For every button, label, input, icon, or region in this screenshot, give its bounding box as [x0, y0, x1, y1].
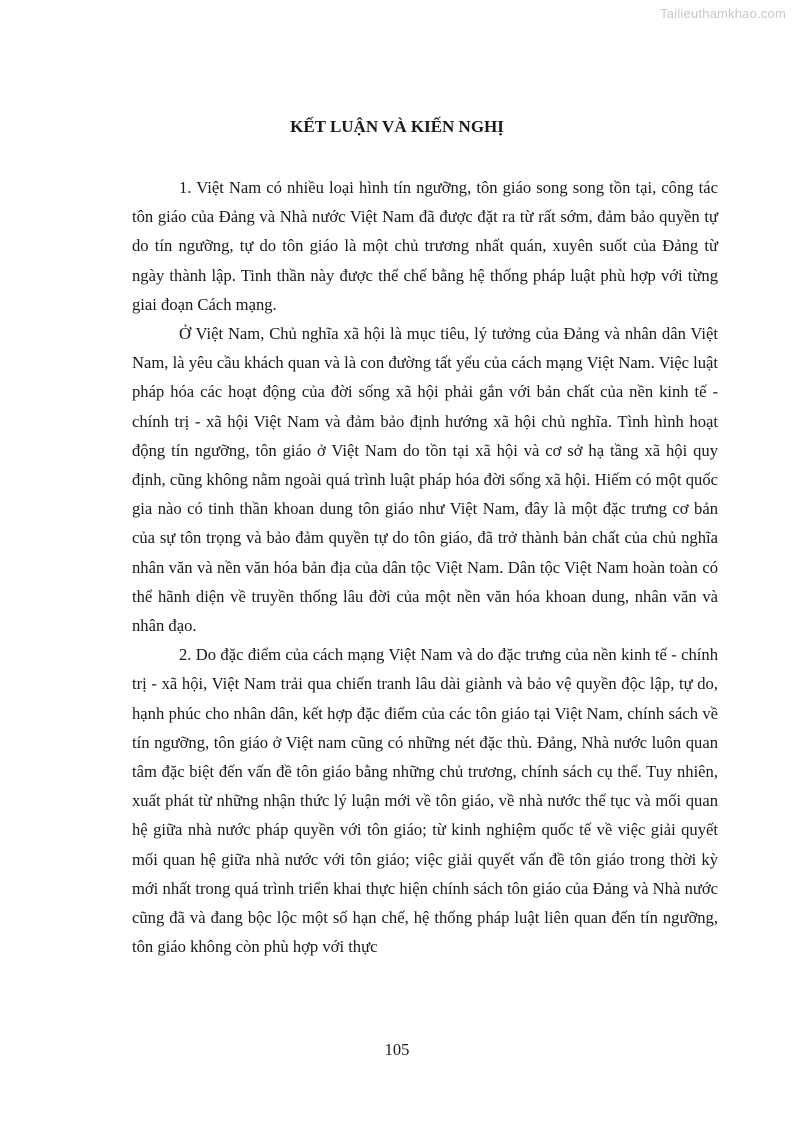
paragraph-2: Ở Việt Nam, Chủ nghĩa xã hội là mục tiêu, lý tưởng của Đảng và nhân dân Việt Nam, là yêu cầu khách quan và là con đường tất yếu của cách mạng Việt Nam. Việc luật pháp hóa các hoạt động của đời sống xã hội phải gắn với bản chất của nền kinh tế - chính trị - xã hội Việt Nam và đảm bảo định hướng xã hội chủ nghĩa. Tình hình hoạt động tín ngưỡng, tôn giáo ở Việt Nam do tồn tại xã hội và cơ sở hạ tầng xã hội quy định, cũng không nằm ngoài quá trình luật pháp hóa đời sống xã hội. Hiếm có một quốc gia nào có tinh thần khoan dung tôn giáo như Việt Nam, đây là một đặc trưng cơ bản của sự tôn trọng và bảo đảm quyền tự do tôn giáo, đã trở thành bản chất của chủ nghĩa nhân văn và nền văn hóa bản địa của dân tộc Việt Nam. Dân tộc Việt Nam hoàn toàn có thể hãnh diện về truyền thống lâu đời của một nền văn hóa khoan dung, nhân văn và nhân đạo.: [132, 324, 718, 636]
page-title: KẾT LUẬN VÀ KIẾN NGHỊ: [290, 117, 504, 136]
paragraph-1: 1. Việt Nam có nhiều loại hình tín ngưỡng, tôn giáo song song tồn tại, công tác tôn giáo của Đảng và Nhà nước Việt Nam đã được đặt ra từ rất sớm, đảm bảo quyền tự do tín ngưỡng, tự do tôn giáo là một chủ trương nhất quán, xuyên suốt của Đảng từ ngày thành lập. Tinh thần này được thể chế bằng hệ thống pháp luật phù hợp với từng giai đoạn Cách mạng.: [132, 178, 718, 314]
watermark: Tailieuthamkhao.com: [660, 6, 786, 21]
page-number: 105: [384, 1040, 410, 1059]
paragraph-3: 2. Do đặc điểm của cách mạng Việt Nam và do đặc trưng của nền kinh tế - chính trị - xã hội, Việt Nam trải qua chiến tranh lâu dài giành và bảo vệ quyền độc lập, tự do, hạnh phúc cho nhân dân, kết hợp đặc điểm của các tôn giáo tại Việt Nam, chính sách về tín ngưỡng, tôn giáo ở Việt nam cũng có những nét đặc thù. Đảng, Nhà nước luôn quan tâm đặc biệt đến vấn đề tôn giáo bằng những chủ trương, chính sách cụ thể. Tuy nhiên, xuất phát từ những nhận thức lý luận mới về tôn giáo, về nhà nước thế tục và mối quan hệ giữa nhà nước pháp quyền với tôn giáo; từ kinh nghiệm quốc tế về việc giải quyết mối quan hệ giữa nhà nước với tôn giáo; việc giải quyết vấn đề tôn giáo trong thời kỳ mới nhất trong quá trình triển khai thực hiện chính sách tôn giáo của Đảng và Nhà nước cũng đã và đang bộc lộc một số hạn chế, hệ thống pháp luật liên quan đến tín ngưỡng, tôn giáo không còn phù hợp với thực: [132, 645, 718, 957]
document-body: [132, 173, 718, 961]
